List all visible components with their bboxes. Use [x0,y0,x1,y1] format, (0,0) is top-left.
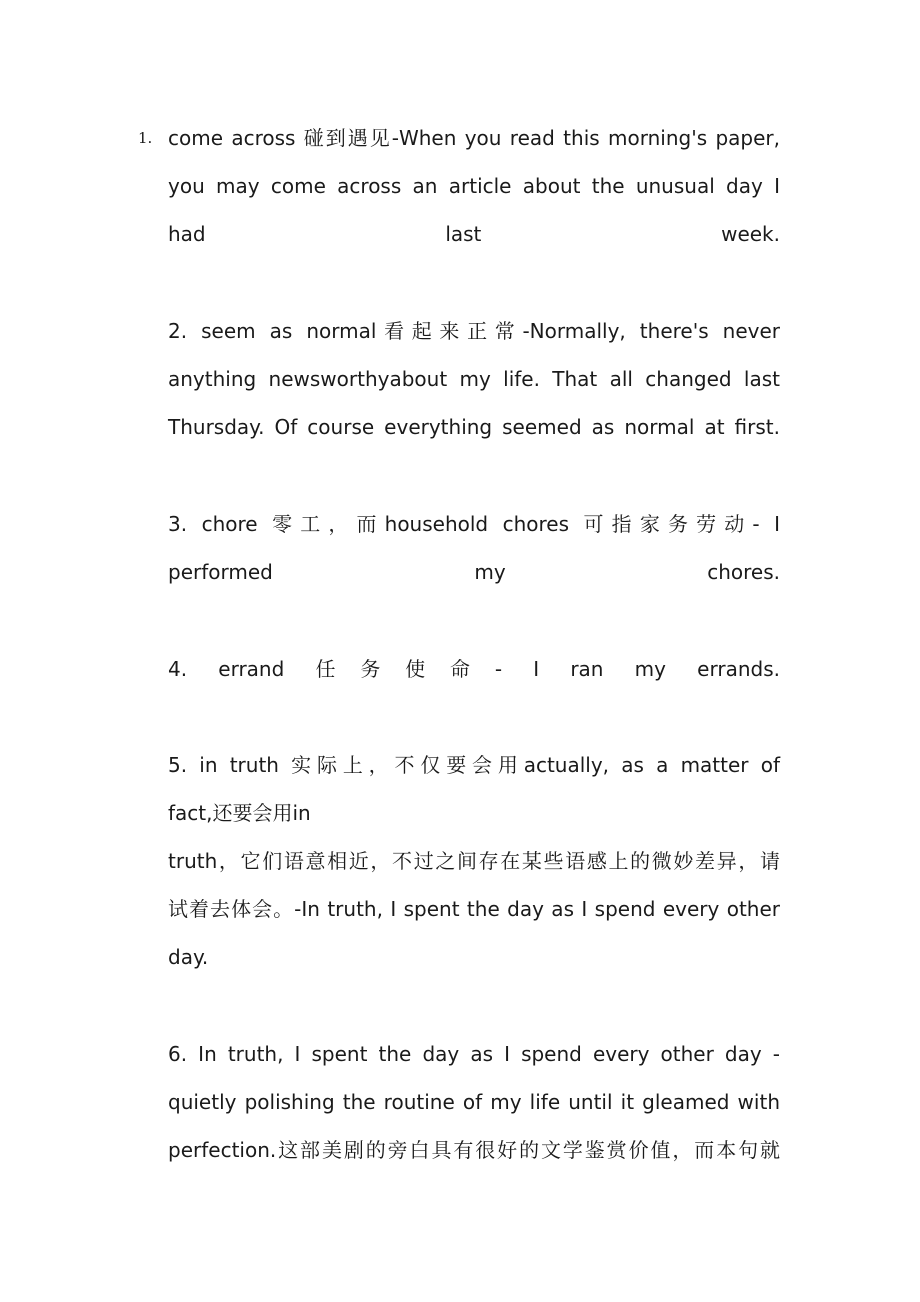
entry-line: perfection.这部美剧的旁白具有很好的文学鉴赏价值，而本句就 [168,1138,780,1162]
list-marker: 1. [138,129,153,147]
vocab-entry-6 [168,1030,780,1174]
entry-line: you may come across an article about the unusual day I [168,174,780,198]
entry-line: 试着去体会。-In truth, I spent the day as I spend every other [168,897,780,921]
vocab-entry-4 [168,645,780,693]
vocab-entry-5 [168,741,780,981]
entry-line: come across 碰到遇见-When you read this morning's paper, [168,126,780,150]
entry-line: anything newsworthyabout my life. That all changed last [168,367,780,391]
entry-line: day. [168,945,209,969]
entry-line: had last week. [168,222,780,246]
entry-line: Thursday. Of course everything seemed as normal at first. [168,415,780,439]
entry-line: 5. in truth 实际上，不仅要会用actually, as a matter of [168,753,780,777]
entry-line: performed my chores. [168,560,780,584]
entry-line: quietly polishing the routine of my life until it gleamed with [168,1090,780,1114]
vocab-entry-3 [168,500,780,596]
entry-line: 3. chore 零工，而household chores 可指家务劳动- I [168,512,780,536]
entry-line: 4. errand 任务使命- I ran my errands. [168,657,780,681]
entry-line: 6. In truth, I spent the day as I spend every other day - [168,1042,780,1066]
entry-line: 2. seem as normal看起来正常-Normally, there's never [168,319,780,343]
vocab-entry-1 [168,114,780,258]
entry-line: fact,还要会用in [168,801,311,825]
vocab-entry-2 [168,307,780,451]
entry-line: truth，它们语意相近，不过之间存在某些语感上的微妙差异，请 [168,849,780,873]
